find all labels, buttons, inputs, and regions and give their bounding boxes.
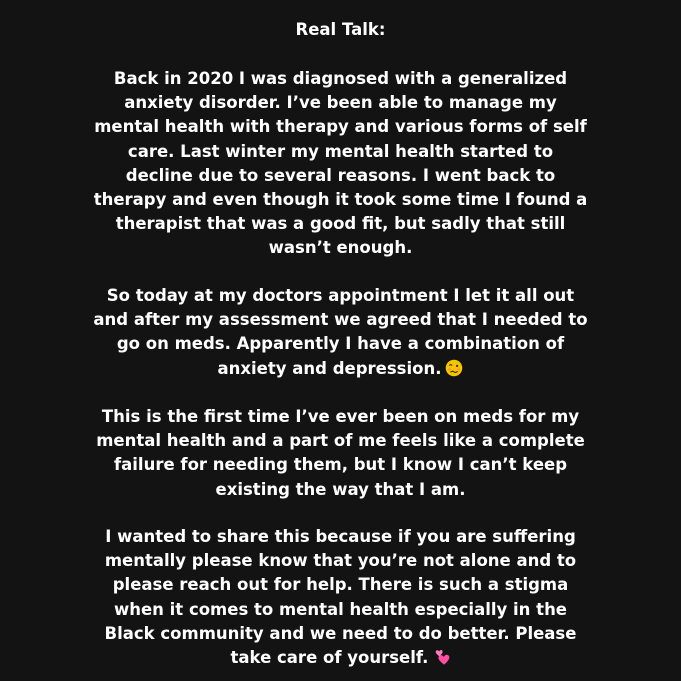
paragraph-text: This is the first time I’ve ever been on meds for my mental health and a part of me feels like a complete failure for needing them, but I know I can’t keep existing the way that I am.	[96, 407, 585, 499]
paragraph-text: Back in 2020 I was diagnosed with a generalized anxiety disorder. I’ve been able to manage my mental health with therapy and various forms of self care. Last winter my mental health started to decline due to several reasons. I went back to therapy and even though it took some time I found a therapist that was a good fit, but sadly that still wasn’t enough.	[93, 69, 588, 258]
paragraph-diagnosis	[92, 67, 589, 261]
paragraph-appointment	[92, 284, 589, 381]
two-hearts-icon	[432, 648, 450, 666]
paragraph-text: So today at my doctors appointment I let it all out and after my assessment we agreed that I needed to go on meds. Apparently I have a combination of anxiety and depression.	[93, 286, 588, 378]
paragraph-first-time	[92, 405, 589, 502]
story-title: Real Talk:	[295, 20, 386, 39]
paragraph-text: I wanted to share this because if you are suffering mentally please know that you’re not alone and to please reach out for help. There is such a stigma when it comes to mental health especially in the Black community and we need to do better. Please take care of yourself.	[104, 527, 577, 668]
woozy-face-icon	[445, 359, 463, 377]
paragraph-share	[92, 525, 589, 670]
